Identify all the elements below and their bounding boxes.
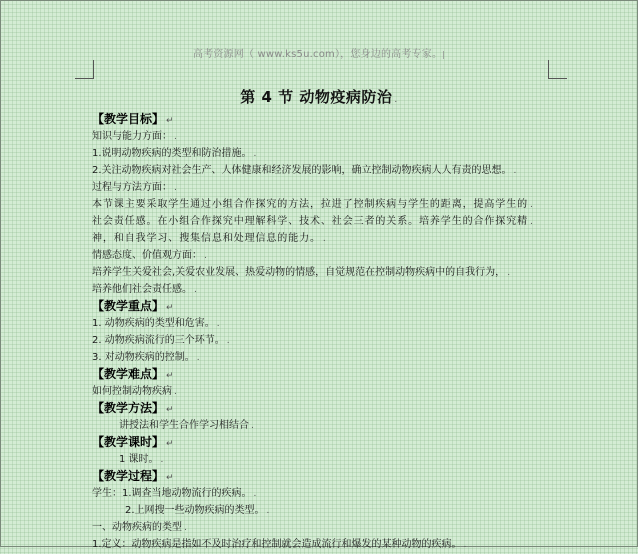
line-text: 1 课时。 — [119, 454, 159, 465]
line-text: 学生：1.调查当地动物流行的疾病。 — [92, 488, 252, 499]
paragraph-mark-icon: . — [194, 285, 197, 295]
paragraph-mark-icon: . — [174, 132, 177, 142]
paragraph-line — [92, 383, 572, 400]
line-text: 神，和自我学习、搜集信息和处理信息的能力。 — [92, 233, 321, 244]
paragraph-mark-icon: . — [160, 455, 164, 465]
paragraph-mark-icon: . — [253, 149, 257, 159]
paragraph-mark-icon: ↵ — [166, 371, 174, 381]
paragraph-mark-icon: . — [251, 421, 254, 431]
paragraph-mark-icon: . — [216, 319, 220, 329]
paragraph-mark-icon: . — [513, 166, 517, 176]
margin-corner-top-right — [548, 60, 567, 79]
paragraph-line — [92, 230, 572, 247]
paragraph-mark-icon: . — [530, 217, 534, 227]
line-text: 培养学生关爱社会,关爱农业发展、热爱动物的情感，自觉规范在控制动物疾病中的自我行为， — [92, 267, 506, 278]
section-heading — [92, 111, 572, 128]
line-text: 知识与能力方面： — [92, 131, 172, 142]
paragraph-line — [92, 536, 572, 553]
cursor-mark: | — [442, 50, 446, 59]
paragraph-mark-icon: . — [174, 183, 177, 193]
paragraph-line — [92, 502, 572, 519]
line-text: 【教学方法】 — [92, 401, 165, 415]
paragraph-mark-icon: . — [463, 540, 467, 550]
paragraph-mark-icon: . — [226, 336, 230, 346]
paragraph-line — [92, 179, 572, 196]
page-header — [0, 45, 638, 60]
paragraph-line — [92, 247, 572, 264]
document-body[interactable] — [92, 111, 572, 553]
paragraph-line — [92, 485, 572, 502]
paragraph-mark-icon: . — [204, 251, 207, 261]
paragraph-line — [92, 264, 572, 281]
paragraph-line — [92, 417, 572, 434]
paragraph-mark-icon: ↵ — [166, 405, 174, 415]
line-text: 【教学过程】 — [92, 469, 165, 483]
paragraph-line — [92, 213, 572, 230]
line-text: 培养他们社会责任感。 — [92, 284, 192, 295]
paragraph-line — [92, 315, 572, 332]
line-text: 本节课主要采取学生通过小组合作探究的方法，拉进了控制疾病与学生的距离，提高学生的 — [92, 199, 528, 210]
line-text: 3. 对动物疾病的控制。 — [92, 352, 195, 363]
line-text: 过程与方法方面： — [92, 182, 172, 193]
line-text: 如何控制动物疾病 — [92, 386, 172, 397]
paragraph-mark-icon: ↵ — [166, 116, 174, 126]
paragraph-mark-icon: ↵ — [166, 473, 174, 483]
line-text: 情感态度、价值观方面： — [92, 250, 202, 261]
line-text: 【教学目标】 — [92, 112, 165, 126]
section-heading — [92, 434, 572, 451]
paragraph-line — [92, 196, 572, 213]
margin-corner-top-left — [75, 60, 94, 79]
document-title — [0, 86, 638, 107]
line-text: 一、动物疾病的类型 — [92, 522, 182, 533]
section-heading — [92, 366, 572, 383]
line-text: 1.定义：动物疾病是指如不及时治疗和控制就会造成流行和爆发的某种动物的疾病。 — [92, 539, 462, 550]
section-heading — [92, 400, 572, 417]
line-text: 2. 动物疾病流行的三个环节。 — [92, 335, 225, 346]
paragraph-line — [92, 128, 572, 145]
section-heading — [92, 468, 572, 485]
paragraph-mark-icon: . — [174, 387, 177, 397]
paragraph-line — [92, 145, 572, 162]
line-text: 【教学重点】 — [92, 299, 165, 313]
paragraph-mark-icon: ↵ — [166, 439, 174, 449]
line-text: 2.上网搜一些动物疾病的类型。 — [125, 505, 265, 516]
paragraph-line — [92, 281, 572, 298]
line-text: 【教学难点】 — [92, 367, 165, 381]
paragraph-mark-icon: . — [196, 353, 200, 363]
paragraph-line — [92, 162, 572, 179]
line-text: 社会责任感。在小组合作探究中理解科学、技术、社会三者的关系。培养学生的合作探究精 — [92, 216, 528, 227]
paragraph-mark-icon: . — [184, 523, 187, 533]
paragraph-mark-icon: . — [253, 489, 257, 499]
paragraph-mark-icon: . — [322, 234, 327, 244]
paragraph-mark-icon: . — [507, 268, 511, 278]
line-text: 1.说明动物疾病的类型和防治措施。 — [92, 148, 252, 159]
section-heading — [92, 298, 572, 315]
line-text: 2.关注动物疾病对社会生产、人体健康和经济发展的影响，确立控制动物疾病人人有责的思想。 — [92, 165, 512, 176]
paragraph-mark-icon: . — [394, 95, 398, 105]
title-text: 第 4 节 动物疫病防治 — [240, 88, 393, 106]
line-text: 讲授法和学生合作学习相结合 — [119, 420, 249, 431]
paragraph-line — [92, 349, 572, 366]
paragraph-line — [92, 519, 572, 536]
paragraph-line — [92, 451, 572, 468]
paragraph-mark-icon: . — [266, 506, 270, 516]
header-text: 高考资源网（ www.ks5u.com），您身边的高考专家。 — [192, 49, 443, 60]
paragraph-mark-icon: . — [530, 200, 534, 210]
line-text: 1. 动物疾病的类型和危害。 — [92, 318, 215, 329]
line-text: 【教学课时】 — [92, 435, 165, 449]
paragraph-mark-icon: ↵ — [166, 303, 174, 313]
paragraph-line — [92, 332, 572, 349]
